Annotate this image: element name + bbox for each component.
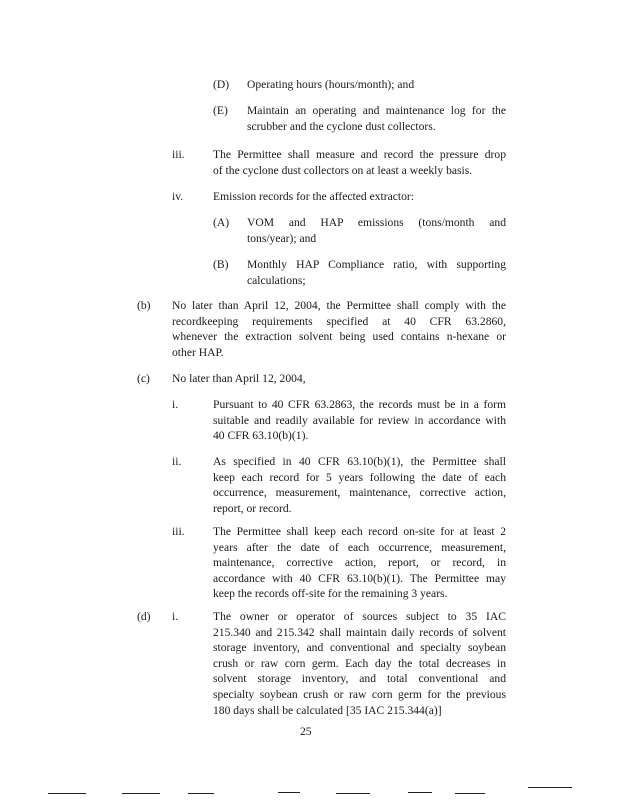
footer-rule xyxy=(48,793,86,794)
footer-rule xyxy=(528,787,572,788)
section-d-marker: (d) xyxy=(137,610,151,623)
section-c-iii-line: years after the date of each occurrence, measurement, xyxy=(213,540,506,554)
section-b-line: whenever the extraction solvent being used contains n-hexane or xyxy=(172,330,506,344)
section-d-i-line: storage inventory, and conventional and specialty soybean xyxy=(213,641,506,655)
footer-rule xyxy=(408,792,432,793)
item-b-line: Monthly HAP Compliance ratio, with supporting xyxy=(247,258,506,271)
section-c-iii-line: maintenance, corrective action, report, or record, in xyxy=(213,556,506,570)
section-d-i-line: solvent storage inventory, and total conventional and xyxy=(213,672,506,686)
section-c-ii-line: report, or record. xyxy=(213,501,292,515)
section-c-ii-line: occurrence, measurement, maintenance, corrective action, xyxy=(213,486,506,500)
section-b-text xyxy=(172,298,506,360)
section-c-marker: (c) xyxy=(137,372,150,385)
item-a-line: VOM and HAP emissions (tons/month and xyxy=(247,216,506,229)
section-b-line: other HAP. xyxy=(172,345,224,359)
section-c-ii-line: keep each record for 5 years following the date of each xyxy=(213,470,506,484)
section-c-text: No later than April 12, 2004, xyxy=(172,372,306,385)
footer-rule xyxy=(188,793,214,794)
footer-rule xyxy=(455,793,485,794)
section-b-marker: (b) xyxy=(137,299,151,312)
item-b-marker: (B) xyxy=(213,258,229,271)
section-c-i-line: suitable and readily available for review in accordance with xyxy=(213,413,506,427)
item-a-marker: (A) xyxy=(213,216,230,229)
item-iv-text: Emission records for the affected extractor: xyxy=(213,190,414,203)
item-iii-marker: iii. xyxy=(172,148,185,161)
section-c-ii-line: As specified in 40 CFR 63.10(b)(1), the Permittee shall xyxy=(213,455,506,468)
section-c-ii-text xyxy=(213,454,506,516)
section-d-i-line: The owner or operator of sources subject to 35 IAC xyxy=(213,610,506,623)
page-number: 25 xyxy=(300,725,312,738)
section-c-i-text xyxy=(213,397,506,444)
item-iv-marker: iv. xyxy=(172,190,184,203)
section-c-iii-line: accordance with 40 CFR 63.10(b)(1). The Permittee may xyxy=(213,571,506,585)
item-b-line: calculations; xyxy=(247,273,306,287)
item-e-line: Maintain an operating and maintenance log for the xyxy=(247,104,506,117)
footer-rule xyxy=(278,792,300,793)
item-iii-text xyxy=(213,147,506,178)
section-d-i-line: specialty soybean crush or raw corn germ for the previous xyxy=(213,687,506,701)
section-c-i-marker: i. xyxy=(172,398,179,411)
item-b-text xyxy=(247,257,506,288)
section-c-iii-marker: iii. xyxy=(172,525,185,538)
section-b-line: No later than April 12, 2004, the Permittee shall comply with the xyxy=(172,299,506,312)
item-e-marker: (E) xyxy=(213,104,228,117)
item-d-text: Operating hours (hours/month); and xyxy=(247,78,415,91)
section-c-i-line: Pursuant to 40 CFR 63.2863, the records must be in a form xyxy=(213,398,506,411)
section-b-line: recordkeeping requirements specified at 40 CFR 63.2860, xyxy=(172,314,506,328)
section-c-iii-text xyxy=(213,524,506,602)
section-d-i-marker: i. xyxy=(172,610,179,623)
section-c-iii-line: The Permittee shall keep each record on-site for at least 2 xyxy=(213,525,506,538)
footer-rule xyxy=(336,793,370,794)
section-d-i-text xyxy=(213,609,506,718)
section-c-i-line: 40 CFR 63.10(b)(1). xyxy=(213,429,309,443)
item-e-line: scrubber and the cyclone dust collectors. xyxy=(247,119,436,133)
item-e-text xyxy=(247,103,506,134)
section-d-i-line: crush or raw corn germ. Each day the total decreases in xyxy=(213,656,506,670)
section-c-ii-marker: ii. xyxy=(172,455,182,468)
section-d-i-line: 215.340 and 215.342 shall maintain daily records of solvent xyxy=(213,625,506,639)
item-a-line: tons/year); and xyxy=(247,231,317,245)
footer-rule xyxy=(122,793,160,794)
section-d-i-line: 180 days shall be calculated [35 IAC 215.344(a)] xyxy=(213,703,442,717)
item-iii-line: of the cyclone dust collectors on at least a weekly basis. xyxy=(213,163,473,177)
item-iii-line: The Permittee shall measure and record the pressure drop xyxy=(213,148,506,161)
item-a-text xyxy=(247,215,506,246)
section-c-iii-line: keep the records off-site for the remaining 3 years. xyxy=(213,587,448,601)
item-d-marker: (D) xyxy=(213,78,230,91)
